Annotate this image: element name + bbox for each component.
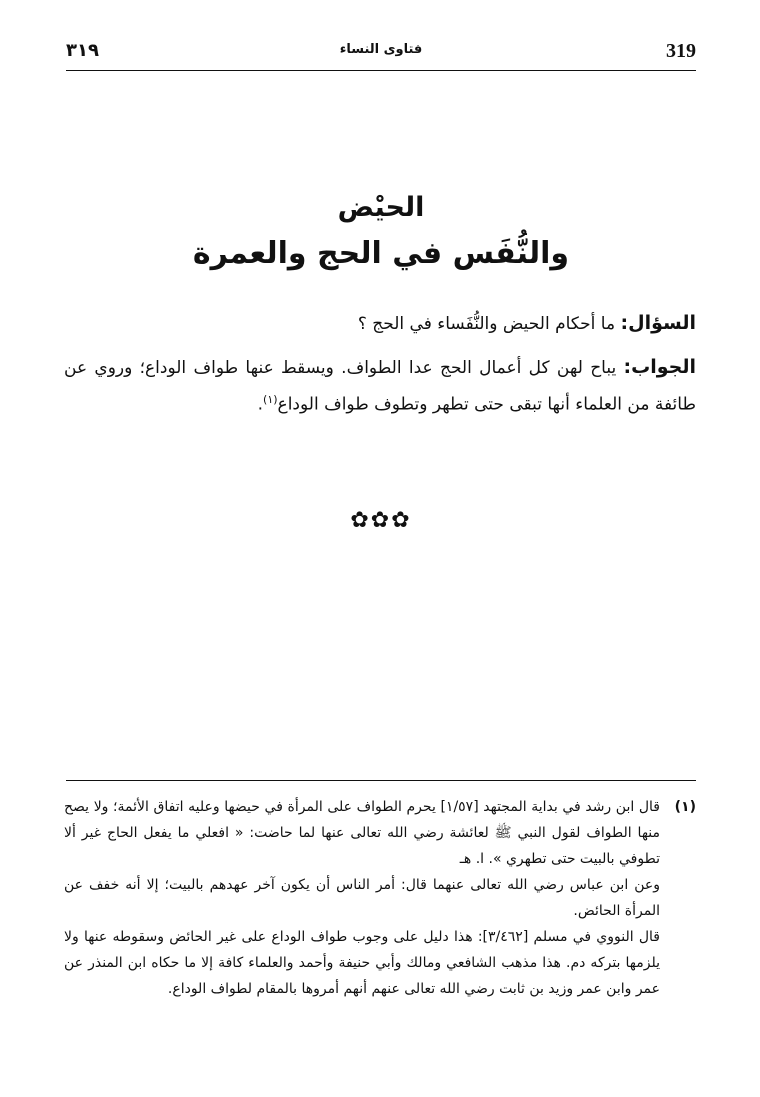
footnote-reference: (١) [263,393,278,406]
page-number-latin: 319 [666,40,696,62]
footnote [64,794,696,1002]
answer-end: . [257,394,264,415]
running-title: فتاوى النساء [339,42,423,57]
answer-paragraph [64,352,696,421]
answer-label: الجواب: [623,356,696,378]
footnote-paragraph: قال النووي في مسلم [٣/٤٦٢]: هذا دليل على وجوب طواف الوداع على غير الحائض وسقوطه عنها ولا يلزمها بتركه دم. هذا مذهب الشافعي ومالك وأبي حنيفة وأحمد والعلماء كافة إلا ما حكاه ابن المنذر عن عمر وابن عمر وزيد بن ثابت رضي الله تعالى عنهم أنهم أمروها بالمقام لطواف الوداع. [64,929,660,997]
question-text: ما أحكام الحيض والنُّفَساء في الحج ؟ [357,314,616,334]
chapter-title [66,186,696,278]
footnote-body [64,794,660,1002]
question-paragraph [64,308,696,339]
page-number-arabic: ٣١٩ [66,40,99,61]
question-label: السؤال: [620,312,696,334]
footnote-paragraph: قال ابن رشد في بداية المجتهد [١/٥٧] يحرم الطواف على المرأة في حيضها وعليه اتفاق الأئمة؛ ولا يصح منها الطواف لقول النبي ﷺ لعائشة رضي الله تعالى عنها لما حاضت: « افعلي ما يفعل الحاج غير ألا تطوفي بالبيت حتى تطهري ». ا. هـ [64,799,660,867]
answer-text: يباح لهن كل أعمال الحج عدا الطواف. ويسقط عنها طواف الوداع؛ وروي عن طائفة من العلماء أنها تبقى حتى تطهر وتطوف طواف الوداع [64,358,696,415]
section-separator: ✿✿✿ [350,508,412,533]
header-rule [66,70,696,71]
footnote-rule [66,780,696,781]
chapter-title-line-1: الحيْض [337,192,425,223]
footnote-marker: (١) [674,799,696,815]
chapter-title-line-2: والنُّفَس في الحج والعمرة [192,236,570,271]
page-header [66,38,696,70]
footnote-paragraph: وعن ابن عباس رضي الله تعالى عنهما قال: أمر الناس أن يكون آخر عهدهم بالبيت؛ إلا أنه خفف عن المرأة الحائض. [64,877,660,919]
